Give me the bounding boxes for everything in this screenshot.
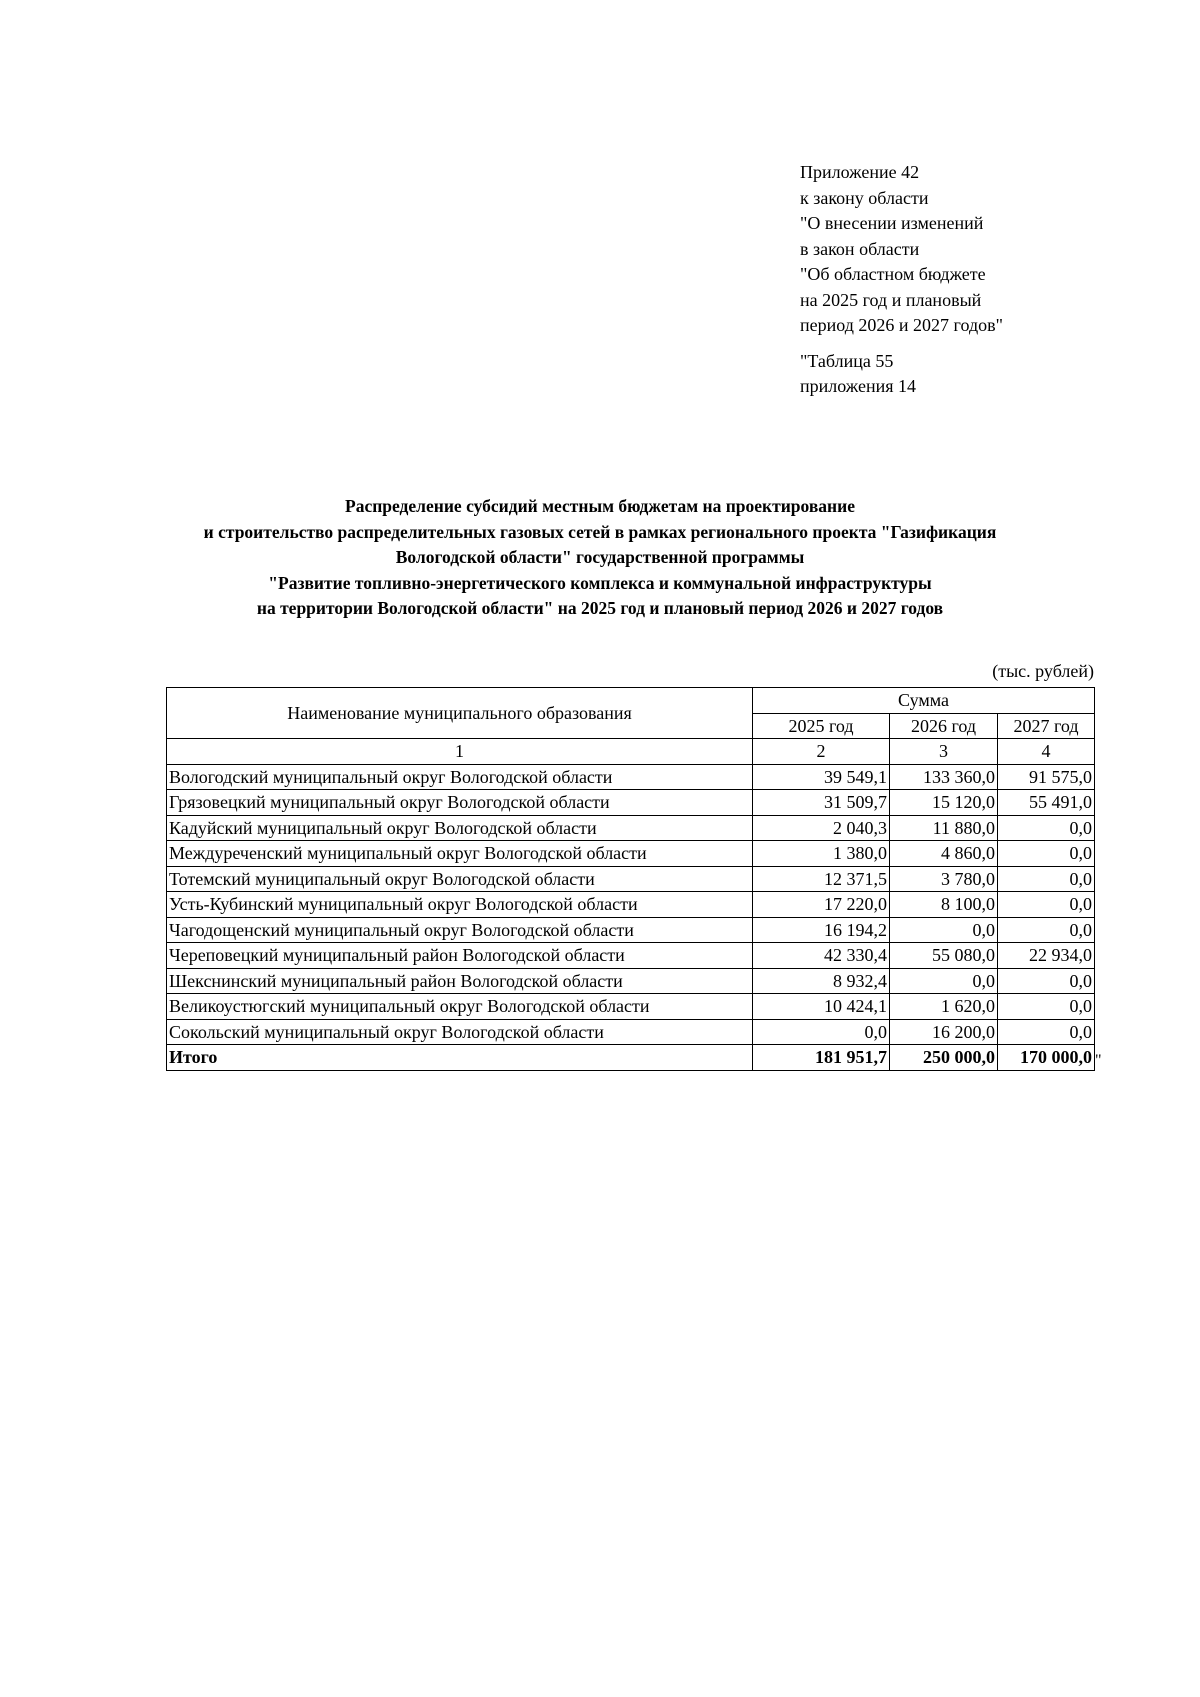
col-number: 3 — [890, 739, 998, 765]
table-row — [167, 841, 1095, 867]
table-row — [167, 866, 1095, 892]
municipality-name: Великоустюгский муниципальный округ Вологодской области — [167, 994, 753, 1020]
title-line: Вологодской области" государственной программы — [395, 547, 805, 567]
units-label: (тыс. рублей) — [992, 661, 1094, 681]
appendix-line: на 2025 год и плановый — [800, 289, 982, 310]
total-row — [167, 1045, 1095, 1071]
value-2027: 0,0 — [998, 866, 1095, 892]
header-year-2026: 2026 год — [890, 713, 998, 739]
spacer — [800, 339, 1003, 349]
value-2027: 0,0 — [998, 917, 1095, 943]
value-2026: 4 860,0 — [890, 841, 998, 867]
municipality-name: Усть-Кубинский муниципальный округ Вологодской области — [167, 892, 753, 918]
table-row — [167, 764, 1095, 790]
value-2027: 0,0 — [998, 1019, 1095, 1045]
municipality-name: Череповецкий муниципальный район Вологодской области — [167, 943, 753, 969]
value-2027: 22 934,0 — [998, 943, 1095, 969]
value-2026: 133 360,0 — [890, 764, 998, 790]
municipality-name: Тотемский муниципальный округ Вологодской области — [167, 866, 753, 892]
header-name: Наименование муниципального образования — [167, 688, 753, 739]
appendix-block — [800, 160, 1003, 400]
municipality-name: Сокольский муниципальный округ Вологодской области — [167, 1019, 753, 1045]
table-row — [167, 892, 1095, 918]
value-2026: 11 880,0 — [890, 815, 998, 841]
value-2026: 8 100,0 — [890, 892, 998, 918]
municipality-name: Чагодощенский муниципальный округ Вологодской области — [167, 917, 753, 943]
appendix-line: Приложение 42 — [800, 162, 920, 182]
closing-quote: " — [1095, 1052, 1102, 1069]
column-numbers-row — [167, 739, 1095, 765]
value-2027: 0,0 — [998, 815, 1095, 841]
value-2027: 0,0 — [998, 968, 1095, 994]
value-2025: 10 424,1 — [753, 994, 890, 1020]
subsidy-table — [166, 687, 1095, 1071]
value-2026: 1 620,0 — [890, 994, 998, 1020]
appendix-line: "О внесении изменений — [800, 213, 984, 233]
municipality-name: Грязовецкий муниципальный округ Вологодской области — [167, 790, 753, 816]
value-2025: 17 220,0 — [753, 892, 890, 918]
municipality-name: Шекснинский муниципальный район Вологодской области — [167, 968, 753, 994]
value-2026: 16 200,0 — [890, 1019, 998, 1045]
appendix-line: к закону области — [800, 187, 929, 208]
value-2026: 55 080,0 — [890, 943, 998, 969]
appendix-line: период 2026 и 2027 годов" — [800, 315, 1003, 335]
table-ref-line: приложения 14 — [800, 376, 917, 396]
table-row — [167, 815, 1095, 841]
header-sum: Сумма — [753, 688, 1095, 714]
municipality-name: Междуреченский муниципальный округ Вологодской области — [167, 841, 753, 867]
document-title — [140, 494, 1060, 622]
value-2025: 2 040,3 — [753, 815, 890, 841]
value-2025: 1 380,0 — [753, 841, 890, 867]
value-2025: 12 371,5 — [753, 866, 890, 892]
total-2027: 170 000,0 — [998, 1045, 1095, 1071]
col-number: 4 — [998, 739, 1095, 765]
table-row — [167, 994, 1095, 1020]
value-2027: 55 491,0 — [998, 790, 1095, 816]
value-2027: 0,0 — [998, 841, 1095, 867]
value-2027: 0,0 — [998, 994, 1095, 1020]
col-number: 1 — [167, 739, 753, 765]
title-line: и строительство распределительных газовых сетей в рамках регионального проекта "Газификация — [203, 521, 997, 542]
table-row — [167, 1019, 1095, 1045]
value-2025: 0,0 — [753, 1019, 890, 1045]
appendix-line: в закон области — [800, 238, 920, 259]
municipality-name: Кадуйский муниципальный округ Вологодской области — [167, 815, 753, 841]
header-year-2027: 2027 год — [998, 713, 1095, 739]
value-2025: 39 549,1 — [753, 764, 890, 790]
value-2026: 0,0 — [890, 968, 998, 994]
table-row — [167, 968, 1095, 994]
value-2026: 15 120,0 — [890, 790, 998, 816]
total-label: Итого — [167, 1045, 753, 1071]
table-row — [167, 790, 1095, 816]
municipality-name: Вологодский муниципальный округ Вологодской области — [167, 764, 753, 790]
table-ref-line: "Таблица 55 — [800, 350, 894, 371]
value-2026: 0,0 — [890, 917, 998, 943]
table-row — [167, 943, 1095, 969]
title-line: "Развитие топливно-энергетического комплекса и коммунальной инфраструктуры — [268, 572, 932, 593]
header-year-2025: 2025 год — [753, 713, 890, 739]
value-2025: 31 509,7 — [753, 790, 890, 816]
total-2025: 181 951,7 — [753, 1045, 890, 1071]
value-2025: 16 194,2 — [753, 917, 890, 943]
title-line: Распределение субсидий местным бюджетам на проектирование — [345, 496, 855, 516]
total-2026: 250 000,0 — [890, 1045, 998, 1071]
appendix-line: "Об областном бюджете — [800, 264, 986, 284]
value-2027: 91 575,0 — [998, 764, 1095, 790]
value-2025: 42 330,4 — [753, 943, 890, 969]
title-line: на территории Вологодской области" на 2025 год и плановый период 2026 и 2027 годов — [256, 598, 944, 618]
value-2025: 8 932,4 — [753, 968, 890, 994]
value-2026: 3 780,0 — [890, 866, 998, 892]
value-2027: 0,0 — [998, 892, 1095, 918]
table-row — [167, 917, 1095, 943]
col-number: 2 — [753, 739, 890, 765]
